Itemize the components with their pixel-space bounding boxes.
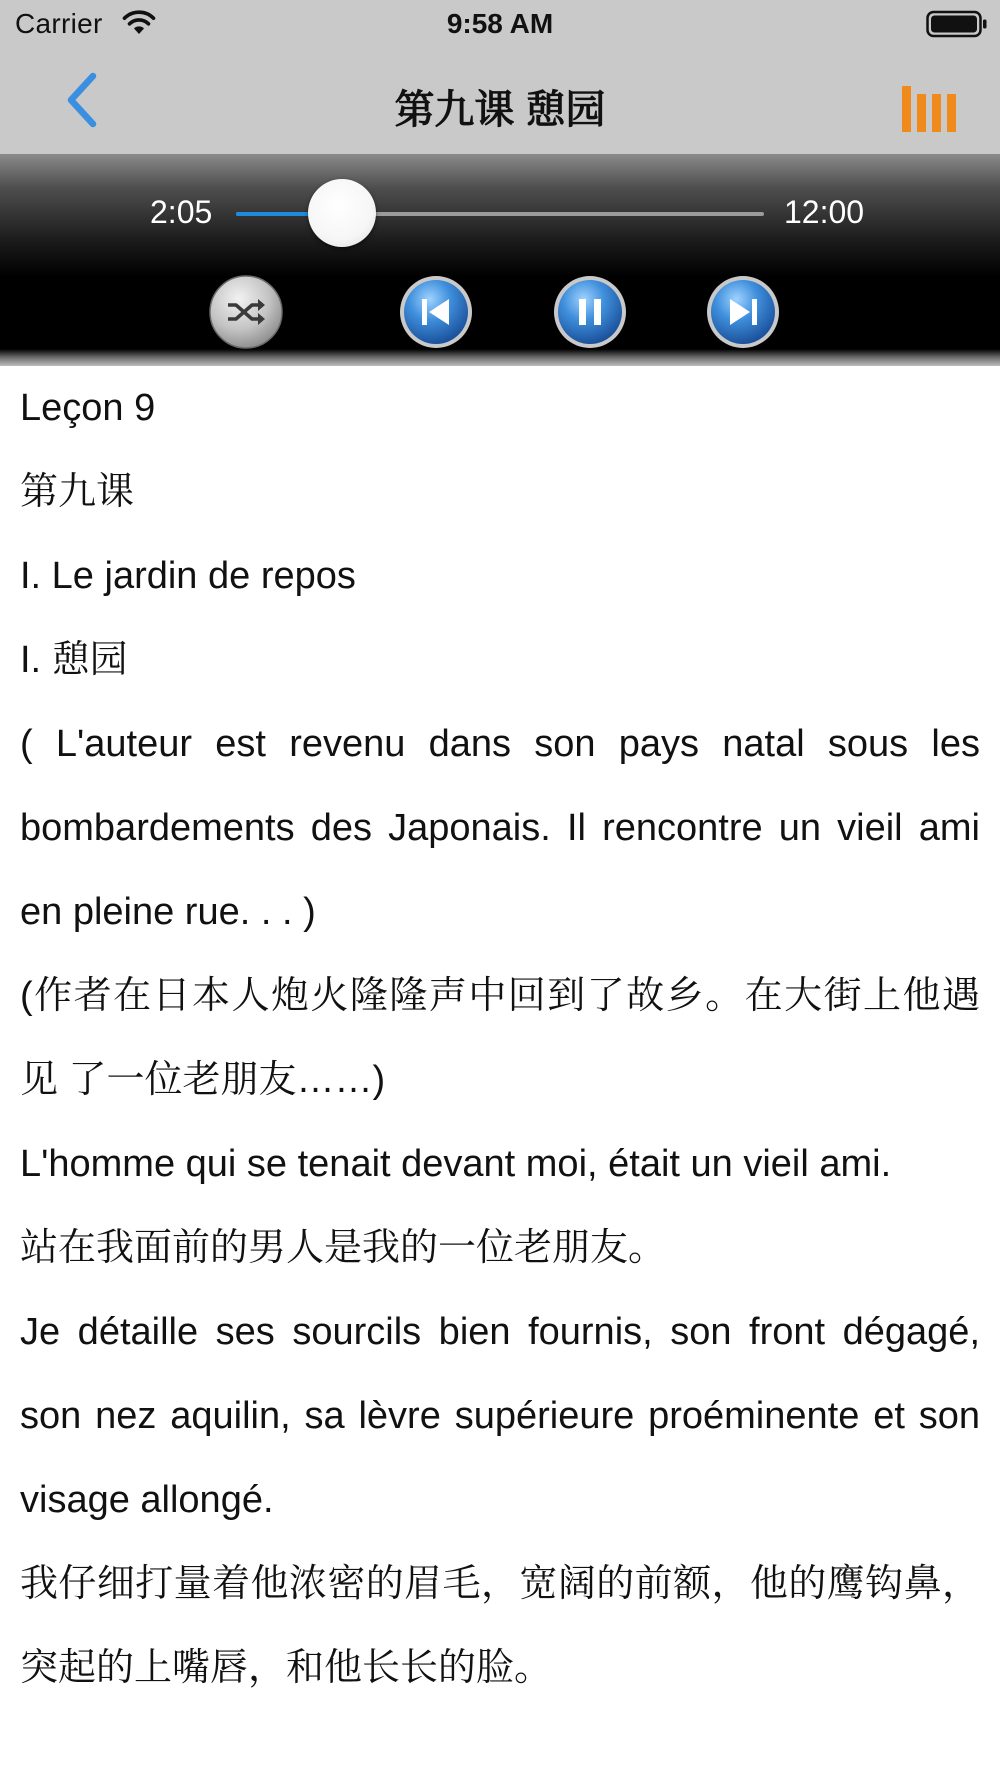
total-time: 12:00 <box>784 194 865 230</box>
back-button[interactable] <box>55 70 115 130</box>
next-button[interactable] <box>705 274 781 350</box>
lesson-line: I. 憩园 <box>20 639 128 681</box>
page-title: 第九课 憩园 <box>394 88 606 132</box>
shuffle-button[interactable] <box>208 274 284 350</box>
lesson-line: 第九课 <box>20 471 135 513</box>
seek-thumb[interactable] <box>308 179 376 247</box>
lesson-line: Je détaille ses sourcils bien fournis, son front dégagé, son nez aquilin, sa lèvre supérieure proéminente et son visage allongé. <box>20 1311 980 1521</box>
previous-button[interactable] <box>398 274 474 350</box>
lesson-line: 我仔细打量着他浓密的眉毛，宽阔的前额，他的鹰钩鼻，突起的上嘴唇，和他长长的脸。 <box>20 1563 980 1689</box>
pause-icon <box>552 274 628 350</box>
lesson-line: ( L'auteur est revenu dans son pays natal sous les bombardements des Japonais. Il rencontre un vieil ami en pleine rue. . . ) <box>20 723 980 933</box>
chevron-left-icon <box>55 70 115 130</box>
next-icon <box>705 274 781 350</box>
playlist-bars-icon <box>902 86 958 132</box>
current-time: 2:05 <box>150 194 213 230</box>
carrier-label: Carrier <box>15 8 103 39</box>
playlist-button[interactable] <box>902 86 958 132</box>
lesson-line: I. Le jardin de repos <box>20 555 356 597</box>
nav-bar <box>0 48 1000 154</box>
status-bar <box>0 0 1000 48</box>
lesson-text <box>20 366 980 1710</box>
pause-button[interactable] <box>552 274 628 350</box>
seek-slider[interactable] <box>236 212 764 216</box>
lesson-line: Leçon 9 <box>20 387 156 429</box>
previous-icon <box>398 274 474 350</box>
battery-icon <box>926 10 988 38</box>
shuffle-icon <box>208 274 284 350</box>
lesson-line: L'homme qui se tenait devant moi, était un vieil ami. <box>20 1143 892 1185</box>
lesson-line: (作者在日本人炮火隆隆声中回到了故乡。在大街上他遇见 了一位老朋友……) <box>20 975 980 1101</box>
status-time: 9:58 AM <box>446 8 554 39</box>
lesson-line: 站在我面前的男人是我的一位老朋友。 <box>20 1227 667 1269</box>
audio-player <box>0 154 1000 366</box>
